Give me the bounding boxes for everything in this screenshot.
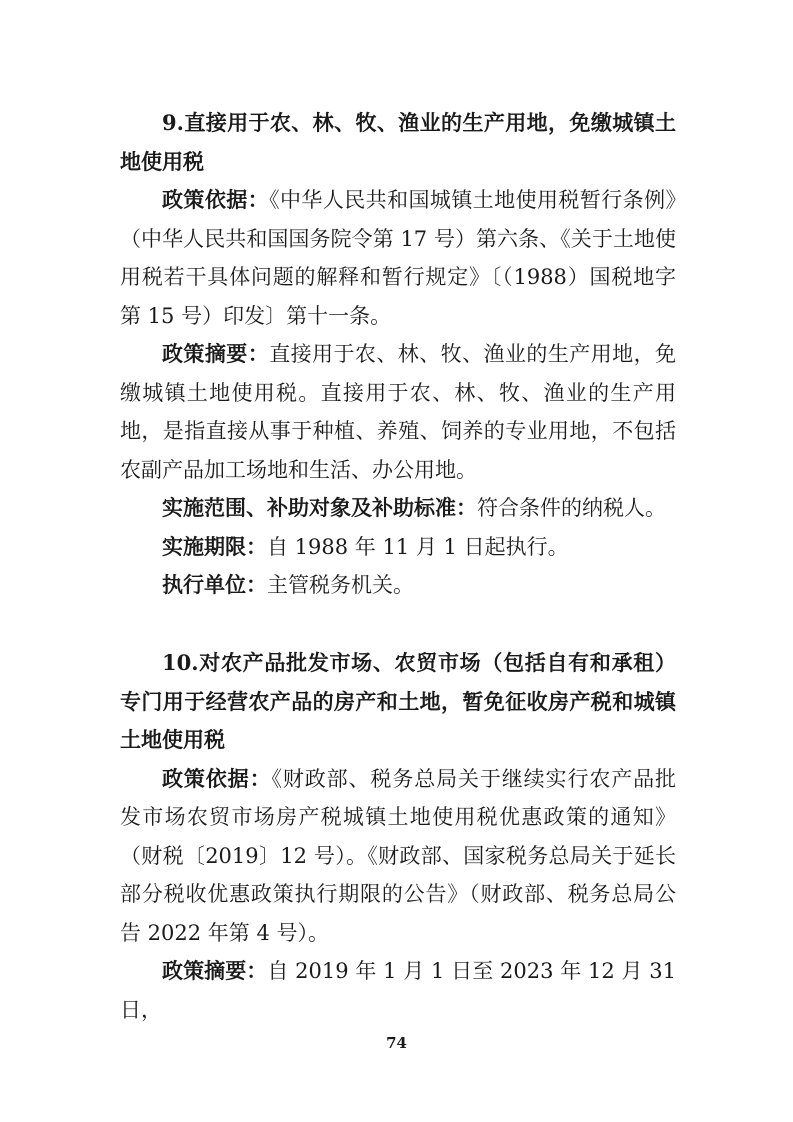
scope-text: 符合条件的纳税人。 [477,496,666,520]
section-9-period [120,528,676,567]
scope-label: 实施范围、补助对象及补助标准： [162,495,477,520]
section-10-basis [120,760,676,953]
section-9-scope [120,489,676,528]
section-9-basis [120,181,676,335]
summary-text: 直接用于农、林、牧、渔业的生产用地，免缴城镇土地使用税。直接用于农、林、牧、渔业的生产用地，是指直接从事于种植、养殖、饲养的专业用地，不包括农副产品加工场地和生活、办公用地。 [120,342,677,482]
basis-text: 《财政部、税务总局关于继续实行农产品批发市场农贸市场房产税城镇土地使用税优惠政策的通知》（财税〔2019〕12 号）。《财政部、国家税务总局关于延长部分税收优惠政策执行期限的公告》（财政部、税务总局公告 2022 年第 4 号）。 [120,766,677,945]
unit-text: 主管税务机关。 [267,573,414,597]
section-9-summary [120,335,676,489]
period-label: 实施期限： [162,533,267,559]
basis-text: 《中华人民共和国城镇土地使用税暂行条例》（中华人民共和国国务院令第 17 号）第六条、《关于土地使用税若干具体问题的解释和暂行规定》〔（1988）国税地字第 15 号）印发〕第十一条。 [120,188,677,328]
period-text: 自 1988 年 11 月 1 日起执行。 [267,534,569,559]
page-number: 74 [386,1034,407,1052]
section-10-title: 10.对农产品批发市场、农贸市场（包括自有和承租）专门用于经营农产品的房产和土地，暂免征收房产税和城镇土地使用税 [120,650,676,752]
section-9-title: 9.直接用于农、林、牧、渔业的生产用地，免缴城镇土地使用税 [120,110,676,174]
section-9-unit [120,566,676,605]
summary-label: 政策摘要： [162,341,270,366]
summary-text: 自 2019 年 1 月 1 日至 2023 年 12 月 31 日， [120,959,677,1022]
section-10 [120,644,676,1029]
section-10-summary [120,952,676,1029]
basis-label: 政策依据： [162,187,270,212]
unit-label: 执行单位： [162,572,267,597]
summary-label: 政策摘要： [162,958,268,983]
section-9 [120,104,676,605]
basis-label: 政策依据： [162,765,272,791]
